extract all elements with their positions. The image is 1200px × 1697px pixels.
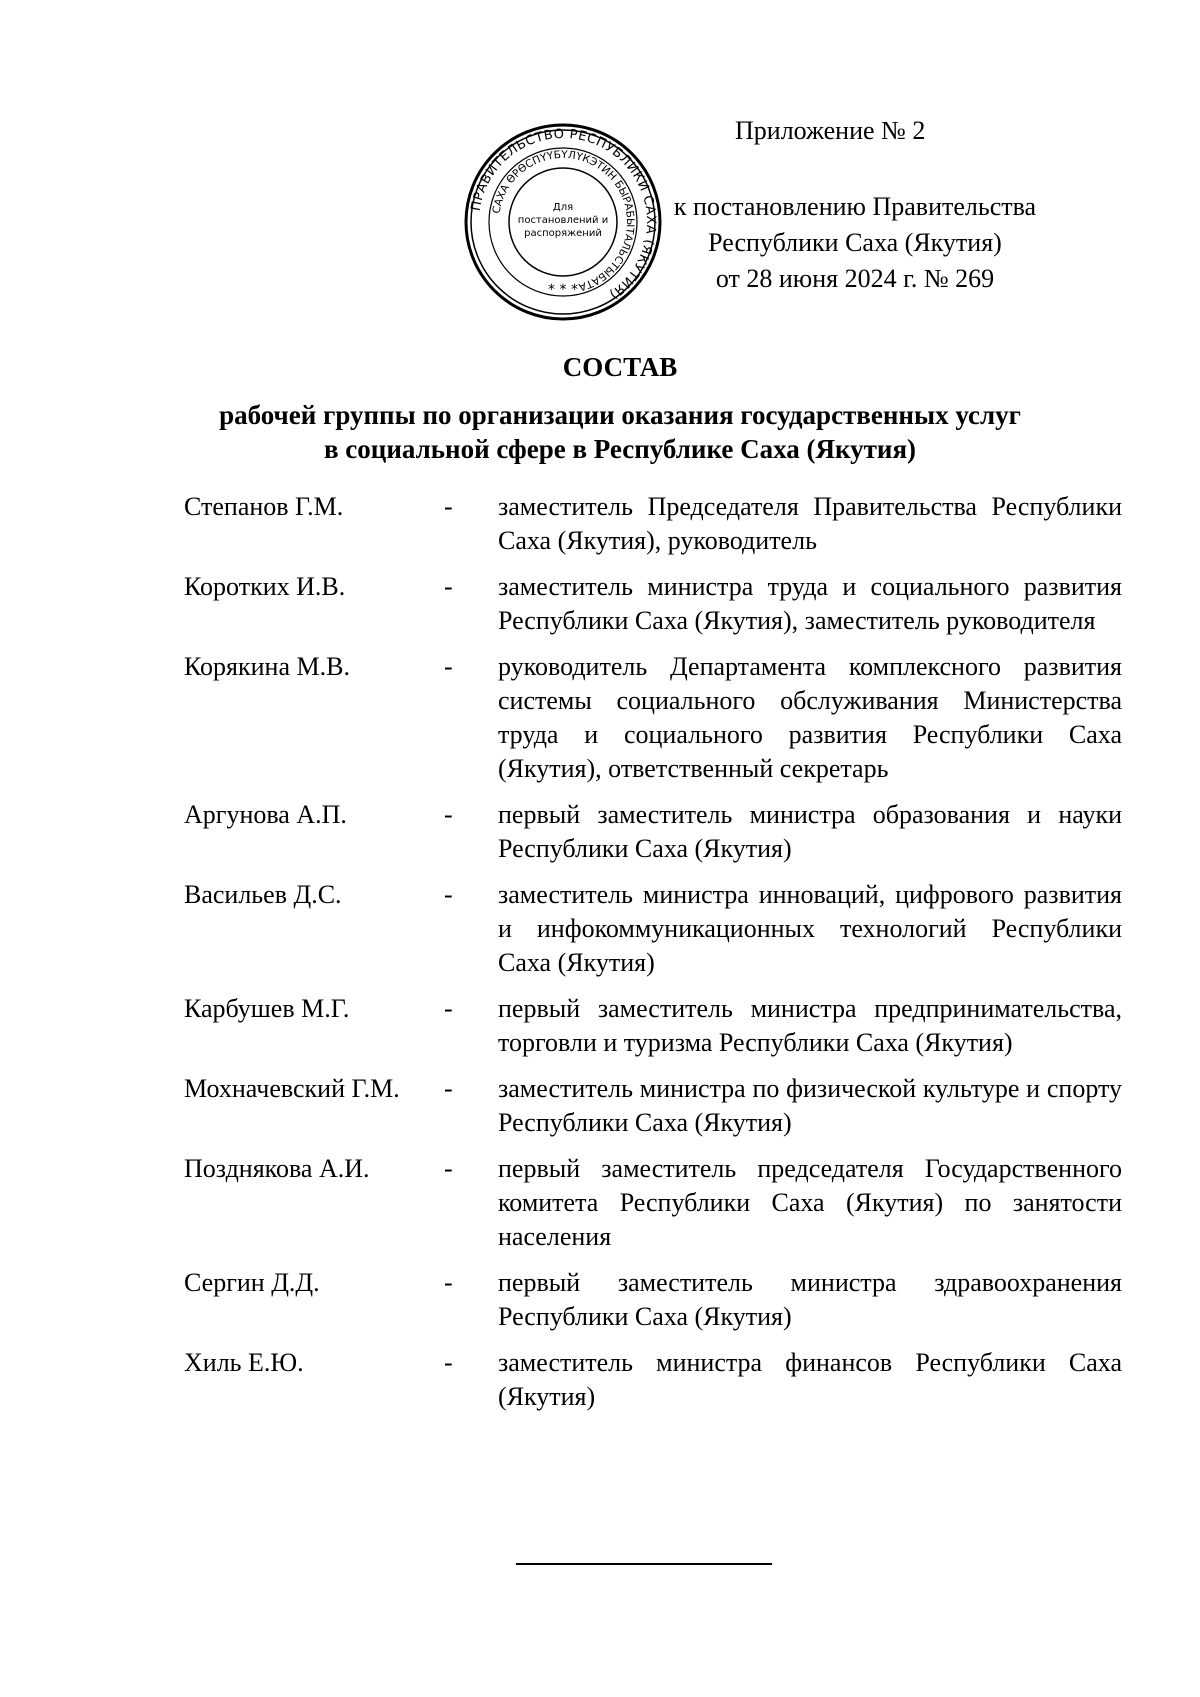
member-row	[184, 650, 1124, 786]
member-row	[184, 490, 1124, 558]
member-role: заместитель министра по физической культуре и спорту Республики Саха (Якутия)	[498, 1074, 1122, 1137]
title-subtitle-1: рабочей группы по организации оказания государственных услуг	[219, 400, 1021, 430]
member-name: Хиль Е.Ю.	[184, 1348, 304, 1377]
member-row	[184, 992, 1124, 1060]
member-row	[184, 570, 1124, 638]
attachment-line-1: к постановлению Правительства	[673, 192, 1037, 221]
member-dash: -	[444, 1268, 453, 1297]
member-role: заместитель Председателя Правительства Республики Саха (Якутия), руководитель	[498, 492, 1122, 555]
attachment-reference	[645, 189, 1065, 297]
member-dash: -	[444, 652, 453, 681]
member-row	[184, 798, 1124, 866]
member-role: заместитель министра финансов Республики Саха (Якутия)	[498, 1348, 1122, 1411]
member-name: Позднякова А.И.	[184, 1154, 370, 1183]
member-role: руководитель Департамента комплексного развития системы социального обслуживания Министерства труда и социального развития Республики Саха (Якутия), ответственный секретарь	[498, 652, 1122, 783]
member-name: Корякина М.В.	[184, 652, 350, 681]
member-role: первый заместитель министра образования и науки Республики Саха (Якутия)	[498, 800, 1122, 863]
member-role: первый заместитель министра здравоохранения Республики Саха (Якутия)	[498, 1268, 1122, 1331]
member-row	[184, 1152, 1124, 1254]
member-dash: -	[444, 994, 453, 1023]
member-name: Сергин Д.Д.	[184, 1268, 320, 1297]
member-name: Аргунова А.П.	[184, 800, 347, 829]
member-row	[184, 878, 1124, 980]
member-name: Коротких И.В.	[184, 572, 346, 601]
member-role: первый заместитель председателя Государственного комитета Республики Саха (Якутия) по занятости населения	[498, 1154, 1122, 1251]
seal-center-line-3: распоряжений	[524, 228, 602, 239]
seal-center-line-2: постановлений и	[517, 215, 609, 226]
member-row	[184, 1346, 1124, 1414]
member-dash: -	[444, 880, 453, 909]
member-role: первый заместитель министра предпринимательства, торговли и туризма Республики Саха (Якутия)	[498, 994, 1122, 1057]
member-name: Васильев Д.С.	[184, 880, 342, 909]
member-name: Мохначевский Г.М.	[184, 1074, 400, 1103]
seal-center-line-1: Для	[552, 202, 574, 213]
member-dash: -	[444, 1074, 453, 1103]
member-dash: -	[444, 1348, 453, 1377]
member-dash: -	[444, 1154, 453, 1183]
attachment-line-3: от 28 июня 2024 г. № 269	[715, 264, 995, 293]
member-dash: -	[444, 800, 453, 829]
seal-stars: * * *	[548, 282, 578, 298]
title-subtitle-2: в социальной сфере в Республике Саха (Якутия)	[323, 434, 917, 464]
official-seal	[463, 122, 663, 322]
seal-outer-text: ПРАВИТЕЛЬСТВО РЕСПУБЛИКИ САХА (ЯКУТИЯ)	[468, 126, 659, 302]
members-list	[184, 490, 1124, 1426]
member-row	[184, 1072, 1124, 1140]
member-row	[184, 1266, 1124, 1334]
document-title	[160, 350, 1080, 466]
seal-inner-text: САХА ӨРӨСПҮҮБҮЛҮКЭТИН БЫРАБЫТАЛЬСТЫБАТА	[490, 148, 637, 293]
member-role: заместитель министра труда и социального развития Республики Саха (Якутия), заместитель руководителя	[498, 572, 1122, 635]
closing-divider	[516, 1563, 772, 1565]
title-heading: СОСТАВ	[562, 352, 678, 382]
member-name: Карбушев М.Г.	[184, 994, 350, 1023]
member-name: Степанов Г.М.	[184, 492, 344, 521]
attachment-line-2: Республики Саха (Якутия)	[708, 228, 1002, 257]
member-dash: -	[444, 572, 453, 601]
member-dash: -	[444, 492, 453, 521]
member-role: заместитель министра инноваций, цифрового развития и инфокоммуникационных технологий Республики Саха (Якутия)	[498, 880, 1122, 977]
attachment-number: Приложение № 2	[735, 116, 926, 145]
